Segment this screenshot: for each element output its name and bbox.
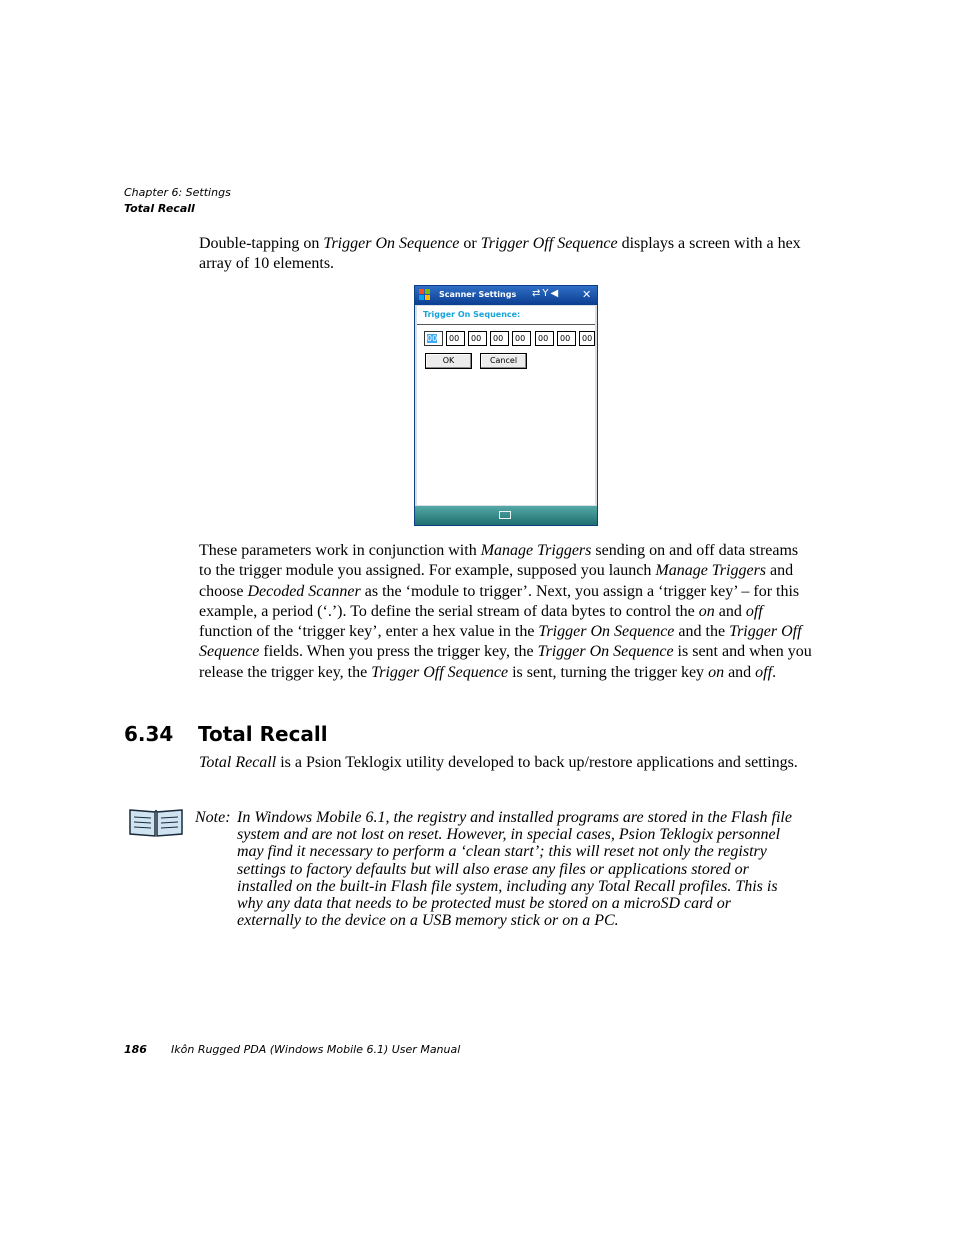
section-title: Total Recall <box>198 722 328 746</box>
hex-field[interactable]: 00 <box>424 331 443 346</box>
intro-paragraph: Double-tapping on Trigger On Sequence or Trigger Off Sequence displays a screen with a hex array of 10 elements. <box>199 235 801 273</box>
hex-field[interactable]: 00 <box>579 331 595 346</box>
signal-icon[interactable]: Y <box>542 288 551 299</box>
note-book-icon <box>128 806 184 838</box>
note-text: In Windows Mobile 6.1, the registry and installed programs are stored in the Flash file system and are not lost on reset. However, in special cases, Psion Teklogix personnel may find it necessary to perform a ‘clean start’; this will reset not only the registry settings to factory defaults but will also erase any files or applications stored or installed on the built-in Flash file system, including any Total Recall profiles. This is why any data that needs to be protected must be stored on a microSD card or externally to the device on a USB memory stick or on a PC. <box>237 809 792 930</box>
running-header-chapter: Chapter 6: Settings <box>124 186 231 199</box>
cancel-button[interactable]: Cancel <box>480 353 527 369</box>
device-window-title: Scanner Settings <box>439 290 517 299</box>
windows-start-icon[interactable] <box>419 289 431 301</box>
page-number: 186 <box>124 1043 147 1056</box>
divider <box>417 324 595 325</box>
device-menu-bar <box>415 506 597 525</box>
hex-field[interactable]: 00 <box>535 331 554 346</box>
hex-field[interactable]: 00 <box>512 331 531 346</box>
status-icons <box>532 288 560 299</box>
connectivity-icon[interactable]: ⇄ <box>532 288 543 299</box>
note-label: Note: <box>195 809 231 826</box>
running-header-section: Total Recall <box>124 202 195 215</box>
manual-title: Ikôn Rugged PDA (Windows Mobile 6.1) User Manual <box>171 1043 461 1056</box>
hex-field[interactable]: 00 <box>490 331 509 346</box>
hex-field[interactable]: 00 <box>557 331 576 346</box>
section-heading <box>124 722 328 746</box>
device-client-area <box>417 306 595 505</box>
device-title-bar <box>415 286 597 305</box>
device-screenshot <box>414 285 598 526</box>
hex-field[interactable]: 00 <box>468 331 487 346</box>
hex-field[interactable]: 00 <box>446 331 465 346</box>
ok-button[interactable]: OK <box>425 353 472 369</box>
trigger-on-sequence-label: Trigger On Sequence: <box>423 310 521 319</box>
volume-icon[interactable]: ◀ <box>550 288 561 299</box>
section-paragraph: Total Recall is a Psion Teklogix utility developed to back up/restore applications and settings. <box>199 754 798 771</box>
close-icon[interactable]: ✕ <box>582 288 592 301</box>
section-number: 6.34 <box>124 722 174 746</box>
body-paragraph: These parameters work in conjunction with Manage Triggers sending on and off data streams to the trigger module you assigned. For example, supposed you launch Manage Triggers and choose Decoded Scanner as the ‘module to trigger’. Next, you assign a ‘trigger key’ – for this example, a period (‘.’). To define the serial stream of data bytes to control the on and off function of the ‘trigger key’, enter a hex value in the Trigger On Sequence and the Trigger Off Sequence fields. When you press the trigger key, the Trigger On Sequence is sent and when you release the trigger key, the Trigger Off Sequence is sent, turning the trigger key on and off. <box>199 542 812 681</box>
keyboard-icon[interactable] <box>499 511 511 519</box>
